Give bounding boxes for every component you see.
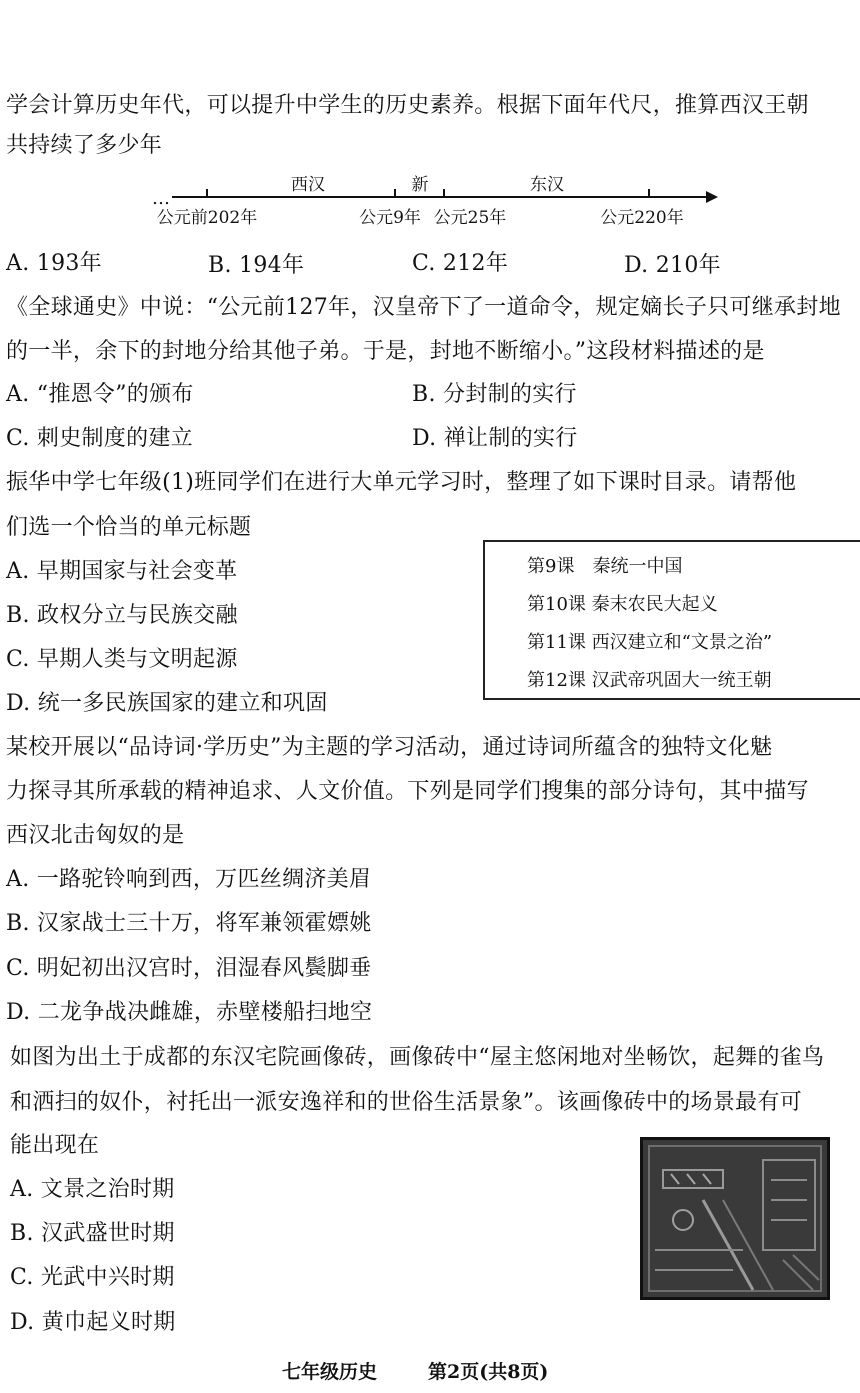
q1-option-a[interactable]: A. 193年: [6, 251, 102, 276]
timeline-ruler: [150, 170, 730, 230]
lesson-11: 第11课 西汉建立和“文景之治”: [527, 632, 773, 653]
q4-option-c[interactable]: C. 明妃初出汉宫时，泪湿春风鬓脚垂: [6, 956, 372, 981]
lesson-10: 第10课 秦末农民大起义: [527, 594, 718, 615]
period-western-han: 西汉: [291, 175, 325, 195]
period-xin: 新: [411, 175, 429, 195]
han-brick-relief-image: [640, 1137, 830, 1300]
year-25ad: 公元25年: [433, 208, 507, 228]
q3-option-c[interactable]: C. 早期人类与文明起源: [6, 647, 238, 672]
q4-stem-line1: 某校开展以“品诗词·学历史”为主题的学习活动，通过诗词所蕴含的独特文化魅: [6, 735, 773, 760]
q2-stem-line1: 《全球通史》中说：“公元前127年，汉皇帝下了一道命令，规定嫡长子只可继承封地: [6, 295, 841, 320]
lesson-9: 第9课 秦统一中国: [527, 556, 683, 577]
q2-stem-line2: 的一半，余下的封地分给其他子弟。于是，封地不断缩小。”这段材料描述的是: [6, 339, 765, 364]
q3-option-a[interactable]: A. 早期国家与社会变革: [6, 559, 238, 584]
q3-option-b[interactable]: B. 政权分立与民族交融: [6, 603, 238, 628]
year-9ad: 公元9年: [359, 208, 421, 228]
q5-option-b[interactable]: B. 汉武盛世时期: [10, 1221, 175, 1246]
lesson-12: 第12课 汉武帝巩固大一统王朝: [527, 670, 772, 691]
year-202bc: 公元前202年: [156, 208, 258, 228]
q4-option-d[interactable]: D. 二龙争战决雌雄，赤壁楼船扫地空: [6, 1000, 373, 1025]
timeline-lead: …: [152, 188, 170, 209]
year-220ad: 公元220年: [600, 208, 684, 228]
q2-option-b[interactable]: B. 分封制的实行: [412, 382, 577, 407]
q1-stem-line1: 学会计算历史年代，可以提升中学生的历史素养。根据下面年代尺，推算西汉王朝: [6, 93, 809, 118]
q1-option-b[interactable]: B. 194年: [208, 253, 305, 278]
q2-option-d[interactable]: D. 禅让制的实行: [412, 426, 578, 451]
q5-stem-line2: 和洒扫的奴仆，衬托出一派安逸祥和的世俗生活景象”。该画像砖中的场景最有可: [10, 1090, 803, 1115]
q1-option-c[interactable]: C. 212年: [412, 251, 509, 276]
q4-stem-line2: 力探寻其所承载的精神追求、人文价值。下列是同学们搜集的部分诗句，其中描写: [6, 779, 809, 804]
q5-stem-line1: 如图为出土于成都的东汉宅院画像砖，画像砖中“屋主悠闲地对坐畅饮，起舞的雀鸟: [10, 1045, 825, 1070]
q5-stem-line3: 能出现在: [10, 1133, 100, 1158]
q3-stem-line2: 们选一个恰当的单元标题: [6, 515, 252, 540]
q2-option-c[interactable]: C. 刺史制度的建立: [6, 426, 194, 451]
q3-option-d[interactable]: D. 统一多民族国家的建立和巩固: [6, 691, 328, 716]
q3-stem-line1: 振华中学七年级(1)班同学们在进行大单元学习时，整理了如下课时目录。请帮他: [6, 470, 797, 495]
footer-subject: 七年级历史: [282, 1361, 378, 1383]
q4-option-b[interactable]: B. 汉家战士三十万，将军兼领霍嫖姚: [6, 911, 372, 936]
footer-page-number: 第2页(共8页): [428, 1361, 549, 1383]
q1-stem-line2: 共持续了多少年: [6, 133, 163, 158]
q5-option-c[interactable]: C. 光武中兴时期: [10, 1265, 175, 1290]
q4-stem-line3: 西汉北击匈奴的是: [6, 823, 185, 848]
q5-option-d[interactable]: D. 黄巾起义时期: [10, 1310, 176, 1335]
q1-option-d[interactable]: D. 210年: [624, 253, 721, 278]
timeline-arrow: [706, 191, 718, 203]
q2-option-a[interactable]: A. “推恩令”的颁布: [6, 382, 194, 407]
q4-option-a[interactable]: A. 一路驼铃响到西，万匹丝绸济美眉: [6, 867, 372, 892]
lesson-list-box: [483, 540, 860, 700]
timeline-svg: [150, 170, 730, 230]
q5-option-a[interactable]: A. 文景之治时期: [10, 1177, 175, 1202]
period-eastern-han: 东汉: [530, 175, 564, 195]
brick-relief-svg: [643, 1140, 827, 1297]
